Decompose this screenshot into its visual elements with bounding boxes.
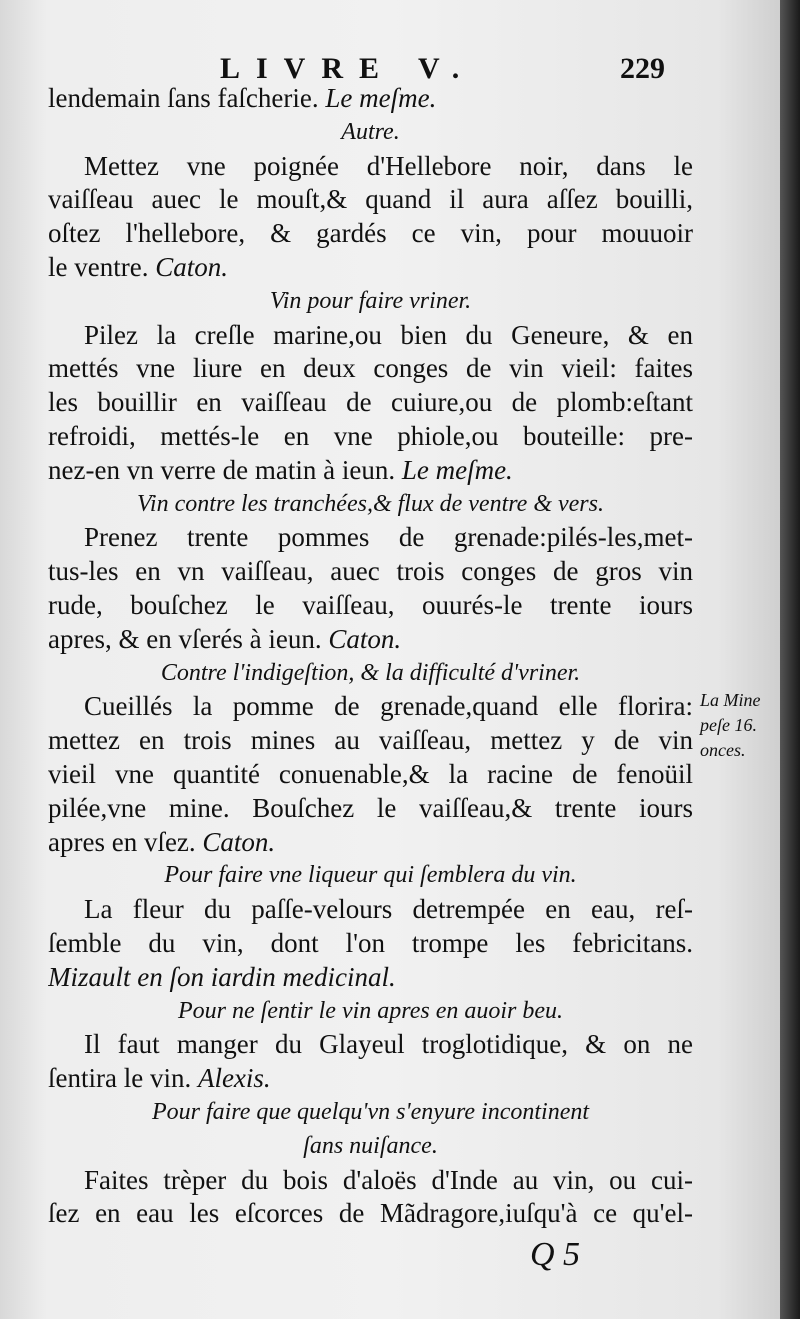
text-line	[48, 826, 693, 860]
line-text: La fleur du paſſe-velours detrempée en eau, reſ-	[84, 894, 693, 925]
italic-text: ſans nuiſance.	[303, 1132, 438, 1159]
text-line	[48, 555, 693, 589]
section-heading	[48, 1096, 693, 1130]
line-text: le ventre.	[48, 251, 156, 282]
italic-text: Vin pour faire vriner.	[269, 287, 472, 314]
text-line	[48, 589, 693, 623]
text-line	[48, 251, 693, 285]
line-text: rude, bouſchez le vaiſſeau, ouurés-le trente iours	[48, 589, 693, 620]
text-line	[48, 724, 693, 758]
signature-mark: Q 5	[530, 1236, 581, 1273]
line-text: apres en vſez.	[48, 826, 203, 857]
line-text: les bouillir en vaiſſeau de cuiure,ou de plomb:eſtant	[48, 387, 693, 418]
text-line	[48, 521, 693, 555]
running-head: LIVRE V.	[220, 52, 476, 85]
line-text: mettés vne liure en deux conges de vin vieil: faites	[48, 353, 693, 384]
margin-note	[700, 688, 780, 763]
margin-note-line: La Mine	[700, 690, 761, 710]
line-text: vieil vne quantité conuenable,& la racine de fenoüil	[48, 758, 693, 789]
line-text: pilée,vne mine. Bouſchez le vaiſſeau,& trente iours	[48, 792, 693, 823]
italic-text: Caton.	[155, 251, 228, 282]
line-text: oſtez l'hellebore, & gardés ce vin, pour mouuoir	[48, 218, 693, 249]
text-line	[48, 927, 693, 961]
text-line	[48, 386, 693, 420]
line-text: refroidi, mettés-le en vne phiole,ou bouteille: pre-	[48, 420, 693, 451]
text-line	[48, 893, 693, 927]
line-text: lendemain ſans faſcherie.	[48, 83, 326, 113]
page-number: 229	[620, 52, 665, 85]
section-heading	[48, 116, 693, 150]
text-line	[48, 454, 693, 488]
text-line	[48, 758, 693, 792]
text-line	[48, 690, 693, 724]
line-text: ſentira le vin.	[48, 1063, 198, 1094]
text-line	[48, 217, 693, 251]
italic-text: Vin contre les tranchées,& flux de ventre & vers.	[137, 490, 604, 517]
line-text: vaiſſeau auec le mouſt,& quand il aura aſſez bouilli,	[48, 184, 693, 215]
text-line	[48, 961, 693, 995]
line-text: ſemble du vin, dont l'on trompe les febricitans.	[48, 927, 693, 958]
italic-text: Le meſme.	[401, 454, 513, 485]
line-text: Prenez trente pommes de grenade:pilés-les,met-	[84, 522, 693, 553]
italic-text: Autre.	[341, 118, 400, 145]
text-line	[48, 150, 693, 184]
section-heading	[48, 657, 693, 691]
line-text: apres, & en vſerés à ieun.	[48, 623, 329, 654]
line-text: nez-en vn verre de matin à ieun.	[48, 454, 402, 485]
line-text: Il faut manger du Glayeul troglotidique, & on ne	[84, 1029, 693, 1060]
text-line	[48, 1028, 693, 1062]
text-line	[48, 183, 693, 217]
section-heading	[48, 285, 693, 319]
text-line	[48, 1197, 693, 1231]
page-edge-shadow	[780, 0, 800, 1319]
italic-text: Pour ne ſentir le vin apres en auoir beu.	[177, 997, 564, 1024]
italic-text: Pour faire que quelqu'vn s'enyure incontinent	[151, 1098, 590, 1125]
margin-note-line: peſe 16.	[700, 715, 757, 735]
margin-note-line: onces.	[700, 740, 746, 760]
section-heading	[48, 995, 693, 1029]
line-text: Mettez vne poignée d'Hellebore noir, dans le	[84, 150, 693, 181]
text-line	[48, 420, 693, 454]
text-line	[48, 1164, 693, 1198]
body-text	[48, 82, 693, 1231]
line-text: Cueillés la pomme de grenade,quand elle florira:	[84, 691, 693, 722]
italic-text: Alexis.	[197, 1063, 271, 1094]
line-text: ſez en eau les eſcorces de Mãdragore,iuſqu'à ce qu'el-	[48, 1198, 693, 1229]
text-line	[48, 1062, 693, 1096]
text-line	[48, 352, 693, 386]
text-line	[48, 792, 693, 826]
italic-text: Le meſme.	[325, 83, 437, 113]
line-text: mettez en trois mines au vaiſſeau, mettez y de vin	[48, 725, 693, 756]
text-line	[48, 319, 693, 353]
section-heading	[48, 859, 693, 893]
line-text: tus-les en vn vaiſſeau, auec trois conges de gros vin	[48, 556, 693, 587]
italic-text: Caton.	[328, 623, 402, 654]
italic-text: Caton.	[202, 826, 276, 857]
line-text: Pilez la creſle marine,ou bien du Geneure, & en	[84, 319, 693, 350]
line-text: Faites trèper du bois d'aloës d'Inde au vin, ou cui-	[84, 1164, 693, 1195]
italic-text: Pour faire vne liqueur qui ſemblera du vin.	[164, 862, 577, 889]
text-line	[48, 82, 693, 116]
section-heading	[48, 488, 693, 522]
italic-text: Contre l'indigeſtion, & la difficulté d'vriner.	[160, 659, 581, 686]
text-line	[48, 623, 693, 657]
italic-text: Mizault en ſon iardin medicinal.	[48, 961, 396, 992]
section-heading	[48, 1130, 693, 1164]
